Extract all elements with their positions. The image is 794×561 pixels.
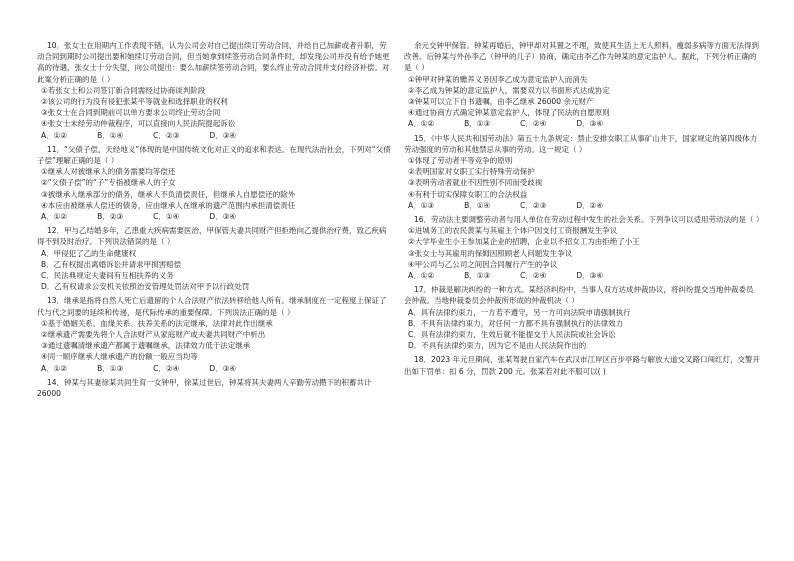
choice-label: B．①③ [97,363,124,373]
choice-label: C．②③ [520,200,547,210]
answer-option: C．民法典规定夫妻间有互相扶养的义务 [41,271,174,281]
choice-row [37,211,393,222]
choice-label: B．①③ [464,271,491,281]
choice-label: B．①③ [464,119,491,129]
answer-option: ④张女士未经劳动仲裁程序，可以直接向人民法院提起诉讼 [41,119,236,129]
question-block [404,214,764,281]
choice-label: A．①② [408,271,435,281]
choice-label: D．③④ [209,212,237,222]
choice-label: D．③④ [209,130,237,140]
answer-option: ②表明国家对女职工实行特殊劳动保护 [408,167,535,177]
choice-label: A．①② [408,119,435,129]
answer-option: C．具有法律约束力，生效后就不能提交于人民法院或社会诉讼 [408,330,616,340]
answer-option: ②继承遗产需要先将个人合法财产从家庭财产或夫妻共同财产中析出 [41,330,266,340]
question-stem: 余元交钟甲保管。钟某再婚后，钟甲却对其置之不理，致使其生活上无人照料，瘦弱多病等方面无法得到改善。后钟某与外孙李乙（钟甲的儿子）协商，确定由李乙作为钟某的意定监护人。据此，下列分析正确的是（ ） [404,41,759,73]
choice-label: A．①③ [408,200,435,210]
left-column [37,40,393,402]
answer-option: ②大学毕业生小王参加某企业的招聘，企业以不招女工为由拒绝了小王 [408,237,640,247]
choice-row [404,200,760,211]
choice-label: C．②④ [520,271,547,281]
answer-option: ④甲公司与乙公司之间因合同履行产生的争议 [408,259,558,269]
question-stem: 14．钟某与其妻徐某共同生育一女钟甲，徐某过世后，钟某将其夫妻两人辛勤劳动攒下的积蓄共计 26000 [37,377,372,399]
answer-option: ③张女士与其雇用的保姆因照顾老人问题发生争议 [408,248,573,258]
answer-option: A．具有法律约束力，一方若不遵守，另一方可向法院申请强制执行 [408,307,631,317]
answer-option: ①继承人对被继承人的债务需要均等偿还 [41,167,176,177]
question-block [404,133,760,211]
choice-label: D．③④ [576,119,604,129]
answer-option: ②李乙成为钟某的意定监护人，需要双方以书面形式达成协定 [408,85,610,95]
answer-option: ③被继承人继承部分的债务，继承人不负清偿责任，但继承人自愿偿还的除外 [41,189,296,199]
choice-label: C．②④ [153,363,180,373]
choice-label: A．①② [41,363,68,373]
question-block [37,377,393,399]
question-stem: 11．“父债子偿，天经地义”体现的是中国传统文化对正义的追求和表达。在现代法治社会，下列对“父债子偿”理解正确的是（ ） [37,144,391,166]
choice-label: D．②④ [576,200,604,210]
answer-option: ①基于婚姻关系、血缘关系、扶养关系的法定继承，法律对此作出继承 [41,318,273,328]
choice-label: C．②④ [520,119,547,129]
answer-option: ②“父债子偿”的“子”专指被继承人的子女 [41,178,176,188]
answer-option: ②该公司的行为没有侵犯张某平等就业和选择职业的权利 [41,97,228,107]
question-block [404,284,760,351]
answer-option: ①进城务工的农民黄某与其雇主个体户因支付工资报酬发生争议 [408,226,618,236]
question-block [37,295,393,373]
answer-option: D．不具有法律约束力，因为它不是由人民法院作出的 [408,341,587,351]
question-stem: 15．《中华人民共和国劳动法》第五十九条规定：禁止安排女职工从事矿山井下，国家规定的第四级体力劳动强度的劳动和其他禁忌从事的劳动。这一规定（ ） [404,133,758,154]
question-stem: 10．张女士在用期内工作表现不错，认为公司会对自己提出续订劳动合同，并给自己加薪或者升职，劳动合同到期时公司提出要和她续订劳动合同，但当她拿到续签劳动合同条件时，却发现公司并没有给予她更高的待遇，张女士十分失望，向公司提出：要么加薪续签劳动合同，要么终止劳动合同并支付经济补偿。对此案分析正确的是（ ） [37,41,390,84]
question-stem: 16．劳动法主要调整劳动者与用人单位在劳动过程中发生的社会关系。下列争议可以适用劳动法的是（ ） [414,215,764,225]
answer-option: ③表明劳动者就业不因性别不同而受歧视 [408,178,543,188]
question-block [37,225,393,292]
choice-row [37,130,393,141]
answer-option: ①若张女士和公司签订新合同需经过协商谈判阶段 [41,85,206,95]
answer-option: ③通过遗嘱清继承遗产都属于遗嘱继承，法律效力低于法定继承 [41,341,251,351]
answer-option: ④通过协商方式确定钟某意定监护人，体现了民法的自愿原则 [408,108,610,118]
answer-option: D．乙有权请求公安机关依照治安管理处罚法对甲予以行政处罚 [41,282,250,292]
choice-label: D．③④ [209,363,237,373]
answer-option: ③钟某可以立下自书遗嘱，由李乙继承 26000 余元财产 [408,97,594,107]
answer-option: ①体现了劳动者平等竞争的原则 [408,156,513,166]
right-column [404,40,764,380]
answer-option: A．甲侵犯了乙的生命健康权 [41,248,137,258]
question-stem: 12．甲与乙结婚多年，乙患重大疾病需要医治，甲保管夫妻共同财产但拒绝向乙提供治疗费，致乙疾病得不到及时治疗。下列说法错误的是（ ） [37,226,387,247]
choice-label: D．③④ [576,271,604,281]
answer-option: ③张女士在合同到期前可以单方要求公司终止劳动合同 [41,108,221,118]
question-block [404,40,760,130]
choice-row [37,363,393,374]
choice-label: B．①④ [464,200,491,210]
choice-label: A．①② [41,130,68,140]
choice-row [404,270,760,281]
answer-option: ④同一顺序继承人继承遗产的份额一般应当均等 [41,352,198,362]
choice-label: C．②③ [153,130,180,140]
question-stem: 13．继承是指将自然人死亡后遗留的个人合法财产依法转移给他人所有。继承制度在一定程度上保证了代与代之间要的延续和传递，是代际传承的重要保障。下列说法正确的是（ ） [37,296,387,317]
question-block [37,40,393,141]
question-stem: 18．2023 年元旦期间，张某驾驶自家汽车在武汉市江岸区百步亭路与解放大道交叉路口闯红灯，交警开出如下罚单：扣 6 分，罚款 200 元。张某若对此不服可以( ) [404,355,761,376]
choice-label: B．①④ [97,130,124,140]
choice-label: B．②③ [97,212,124,222]
question-stem: 17．仲裁是解决纠纷的一种方式。某经济纠纷中，当事人双方达成仲裁协议，将纠纷提交当地仲裁委员会仲裁。当地仲裁委员会仲裁所形成的仲裁机决（ ） [404,285,754,306]
answer-option: ①钟甲对钟某的赡养义务因李乙成为意定监护人而消失 [408,74,588,84]
answer-option: ④本应由被继承人偿还的债务，应由继承人在继承的遗产范围内承担清偿责任 [41,200,296,210]
answer-option: B．乙有权提出离婚诉讼并请求甲损害赔偿 [41,259,182,269]
answer-option: B．不具有法律约束力，对任何一方都不具有强制执行的法律效力 [408,318,624,328]
question-block [37,144,393,222]
choice-row [404,118,760,129]
question-block [404,354,760,376]
answer-option: ④有利于切实保障女职工的合法权益 [408,189,528,199]
choice-label: C．①④ [153,212,180,222]
choice-label: A．①② [41,212,68,222]
